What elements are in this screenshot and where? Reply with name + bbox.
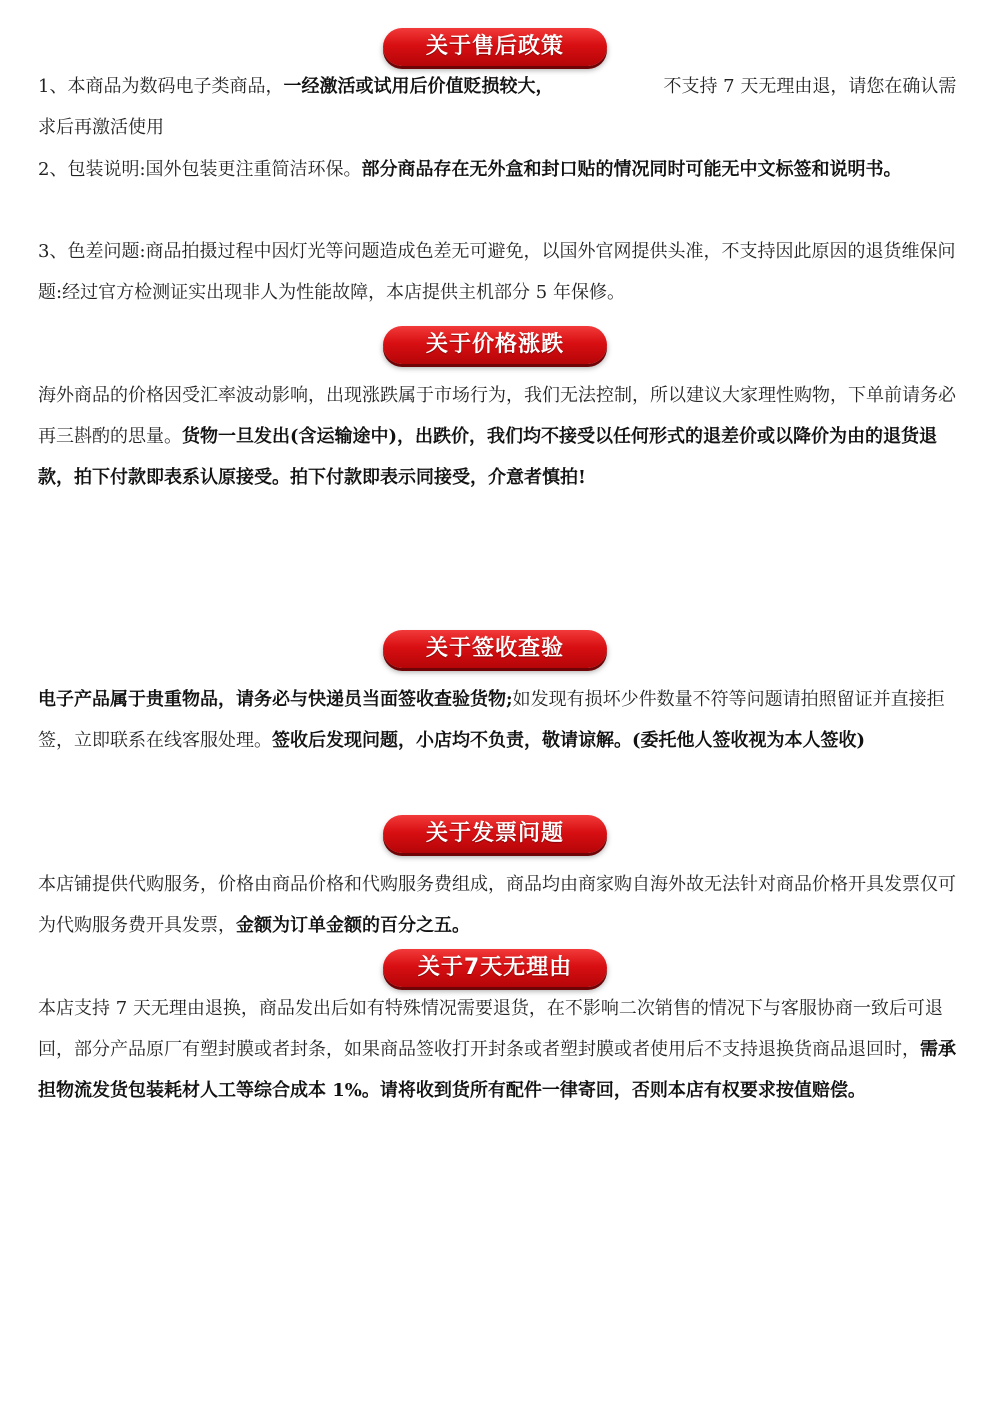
signing-title-banner: 关于签收查验 <box>383 630 607 668</box>
after-sales-item-1-text-a: 1、本商品为数码电子类商品， <box>38 76 284 97</box>
signing-text-c: 签收后发现问题，小店均不负责，敬请谅解。(委托他人签收视为本人签收) <box>272 730 866 751</box>
after-sales-title-banner: 关于售后政策 <box>383 28 607 66</box>
after-sales-item-2-text-a: 2、包装说明:国外包装更注重简洁环保。 <box>38 159 362 180</box>
price-text-a: 海外商品的价格因受汇率波动影响，出现涨跌属于市场行为，我们无法控制，所以建议大家理性购物，下单前请务必再三斟酌的思量。 <box>38 385 956 447</box>
after-sales-item-1-text-c: 不支持 7 天无理由退，请您在确认需求后再激活使用 <box>38 76 957 138</box>
after-sales-item-1-text-b: 一经激活或试用后价值贬损较大， <box>283 76 554 97</box>
invoice-text-a: 本店铺提供代购服务，价格由商品价格和代购服务费组成，商品均由商家购自海外故无法针对商品价格开具发票仅可为代购服务费开具发票， <box>38 874 956 936</box>
return7-text-a: 本店支持 7 天无理由退换，商品发出后如有特殊情况需要退货，在不影响二次销售的情况下与客服协商一致后可退回，部分产品原厂有塑封膜或者封条，如果商品签收打开封条或者塑封膜或者使用后不支持退换货商品退回时， <box>38 998 943 1060</box>
signing-paragraph <box>38 679 960 761</box>
invoice-paragraph <box>38 864 960 946</box>
signing-text-a: 电子产品属于贵重物品，请务必与快递员当面签收查验货物; <box>38 689 513 710</box>
invoice-text-b: 金额为订单金额的百分之五。 <box>236 915 470 936</box>
after-sales-item-1 <box>38 66 960 148</box>
invoice-title-banner: 关于发票问题 <box>383 815 607 853</box>
price-text-b: 货物一旦发出(含运输途中)，出跌价，我们均不接受以任何形式的退差价或以降价为由的退货退款，拍下付款即表系认原接受。拍下付款即表示同接受，介意者慎拍! <box>38 426 938 488</box>
after-sales-item-3: 3、色差问题:商品拍摄过程中因灯光等问题造成色差无可避免，以国外官网提供头准，不支持因此原因的退货维保问题:经过官方检测证实出现非人为性能故障，本店提供主机部分 5 年保修。 <box>38 241 956 303</box>
return7-paragraph <box>38 988 960 1111</box>
after-sales-item-2-text-b: 部分商品存在无外盒和封口贴的情况同时可能无中文标签和说明书。 <box>361 159 902 180</box>
after-sales-item-2 <box>38 149 960 190</box>
return7-text-b: 需承担物流发货包装耗材人工等综合成本 1%。请将收到货所有配件一律寄回，否则本店有权要求按值赔偿。 <box>38 1039 956 1101</box>
signing-text-b: 如发现有损坏少件数量不符等问题请拍照留证并直接拒签，立即联系在线客服处理。 <box>38 689 945 751</box>
return7-title-banner: 关于7天无理由 <box>383 949 607 987</box>
price-paragraph <box>38 375 960 498</box>
price-title-banner: 关于价格涨跌 <box>383 326 607 364</box>
